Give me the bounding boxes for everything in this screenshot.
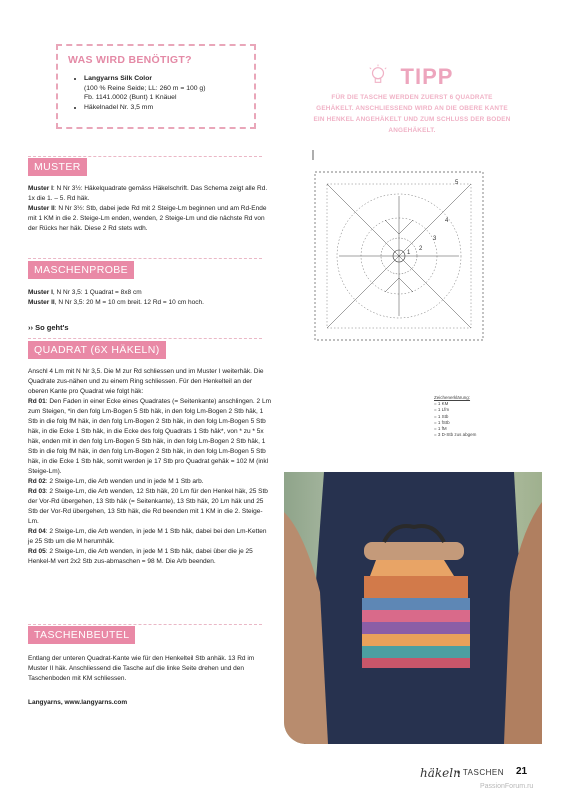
muster-2-text: : N Nr 3½: Stb, dabei jede Rd mit 2 Steige-Lm beginnen und am Rd-Ende mit 1 KM in die 2. Steige-Lm enden, wenden, 2 Steige-Lm und die nächste Rd von der Rücks her häk. Diese 2 Rd stets wdh. bbox=[28, 205, 267, 232]
lightbulb-icon bbox=[367, 64, 389, 86]
legend-item: = 1 fM bbox=[434, 426, 447, 432]
material-detail: Häkelnadel Nr. 3,5 mm bbox=[84, 103, 154, 111]
material-item bbox=[84, 74, 244, 103]
quadrat-text bbox=[28, 367, 272, 567]
magazine-logo: häkeln bbox=[420, 766, 461, 780]
divider bbox=[28, 338, 262, 340]
chart-round-number: 1 bbox=[407, 250, 411, 256]
material-detail: Fb. 1141.0002 (Bunt) 1 Knäuel bbox=[84, 94, 177, 101]
divider bbox=[28, 258, 262, 260]
round-text: : Den Faden in einer Ecke eines Quadrates (= Seitenkante) anschlingen. 2 Lm zum Steigen, *in den folg Lm-Bogen 5 Stb häk, in den folg Lm-Bogen 2 Stb häk, 1 Stb in die folg fM häk, in den folg Lm-Bogen 2 Stb häk, in den folg Lm-Bogen 5 Stb häk, in die Ecke 1 Stb häk, in die Ecke des folg Quadrats 1 Stb häk*, von * zu * 5x häk, enden mit in den folg Lm-Bogen 5 Stb häk, in den folg Lm-Bogen 2 Stb häk, 1 Stb in die folg fM häk, in den folg Lm-Bogen 2 Stb häk, in den folg Lm-Bogen 5 Stb häk, in die Ecke 1 Stb häk, somit werden je 17 Stb pro Quadrat gehäk = 102 M (inkl Steige-Lm). bbox=[28, 398, 271, 475]
chart-stitches bbox=[327, 184, 471, 328]
material-item bbox=[84, 103, 244, 113]
maschenprobe-2-text: , N Nr 3,5: 20 M = 10 cm breit. 12 Rd = 10 cm hoch. bbox=[54, 299, 204, 306]
round-text: : 2 Steige-Lm, die Arb wenden, 12 Stb häk, 20 Lm für den Henkel häk, 25 Stb der Vor-Rd übergehen, 13 Stb häk (= Seitenkante), 13 Stb häk, 20 Lm häk und 25 Stb der Vor-Rd übergehen, 13 Stb häk, die Rd beenden mit 1 KM in die 2. Steige-Lm. bbox=[28, 488, 268, 525]
chart-round-number: 4 bbox=[445, 218, 449, 224]
round-text: : 2 Steige-Lm, die Arb wenden, in jede M 1 Stb häk, dabei bei den Lm-Ketten je 25 Stb um die M herumhäk. bbox=[28, 528, 267, 545]
materials-list bbox=[68, 74, 244, 112]
maschenprobe-1-text: , N Nr 3,5: 1 Quadrat = 8x8 cm bbox=[52, 289, 142, 296]
bag-photo bbox=[284, 472, 542, 744]
muster-2-label: Muster II bbox=[28, 205, 55, 212]
muster-text bbox=[28, 184, 272, 234]
tip-title: TIPP bbox=[400, 64, 454, 89]
materials-title: WAS WIRD BENÖTIGT? bbox=[68, 54, 192, 66]
round-label: Rd 03 bbox=[28, 488, 46, 495]
taschenbeutel-text: Entlang der unteren Quadrat-Kante wie für den Henkelteil Stb anhäk. 13 Rd im Muster II häk. Anschliessend die Tasche auf die linke Seite drehen und den Taschenboden mit KM schliessen. bbox=[28, 655, 255, 682]
material-detail: (100 % Reine Seide; LL: 260 m = 100 g) bbox=[84, 84, 206, 92]
round-text: : 2 Steige-Lm, die Arb wenden, in jede M 1 Stb häk, dabei über die je 25 Henkel-M vert 2x2 Stb zus-abmaschen = 98 M. Die Arb beenden. bbox=[28, 548, 253, 565]
chart-legend bbox=[434, 395, 476, 438]
legend-item: = 1 Stb bbox=[434, 413, 449, 419]
section-heading-taschenbeutel: TASCHENBEUTEL bbox=[28, 626, 135, 644]
round-label: Rd 01 bbox=[28, 398, 46, 405]
section-heading-quadrat: QUADRAT (6X HÄKELN) bbox=[28, 341, 166, 359]
materials-box bbox=[56, 44, 256, 129]
material-name: Langyarns Silk Color bbox=[84, 75, 152, 82]
quadrat-intro: Anschl 4 Lm mit N Nr 3,5. Die M zur Rd schliessen und im Muster I weiterhäk. Die Quadrate zus-nähen und zu einem Ring schliessen. Für den Henkelteil an der oberen Kante pro Quadrat wie folgt häk: bbox=[28, 368, 264, 395]
section-heading-muster: MUSTER bbox=[28, 158, 87, 176]
section-label: • TASCHEN bbox=[457, 768, 505, 777]
legend-item: = 1 Lfm bbox=[434, 407, 450, 413]
tip-text: FÜR DIE TASCHE WERDEN ZUERST 6 QUADRATE GEHÄKELT. ANSCHLIESSEND WIRD AN DIE OBERE KANTE EIN HENKEL ANGEHÄKELT UND ZUM SCHLUSS DER BODEN ANGEHÄKELT. bbox=[313, 94, 511, 134]
section-heading-maschenprobe: MASCHENPROBE bbox=[28, 261, 134, 279]
tip-block bbox=[312, 64, 512, 136]
credit: Langyarns, www.langyarns.com bbox=[28, 699, 128, 706]
legend-item: = 1 KM bbox=[434, 401, 449, 407]
page-number: 21 bbox=[516, 766, 528, 777]
crochet-chart bbox=[305, 150, 495, 390]
maschenprobe-1-label: Muster I bbox=[28, 289, 53, 296]
legend-title: Zeichenerklärung: bbox=[434, 395, 471, 400]
maschenprobe-2-label: Muster II bbox=[28, 299, 55, 306]
maschenprobe-text bbox=[28, 288, 272, 308]
instructions-marker: ›› So geht's bbox=[28, 323, 69, 332]
chart-round-number: 2 bbox=[419, 246, 423, 252]
legend-item: = 1 fStb bbox=[434, 419, 450, 425]
chart-round-number: 3 bbox=[433, 236, 437, 242]
round-label: Rd 04 bbox=[28, 528, 46, 535]
muster-1-label: Muster I bbox=[28, 185, 53, 192]
legend-item: = 3 D-Stb zus abgem bbox=[434, 432, 477, 438]
round-label: Rd 02 bbox=[28, 478, 46, 485]
watermark: PassionForum.ru bbox=[480, 783, 534, 790]
chart-round-number: 5 bbox=[455, 180, 459, 186]
round-label: Rd 05 bbox=[28, 548, 46, 555]
round-text: : 2 Steige-Lm, die Arb wenden und in jede M 1 Stb arb. bbox=[45, 478, 204, 485]
muster-1-text: : N Nr 3½: Häkelquadrate gemäss Häkelschrift. Das Schema zeigt alle Rd. 1x die 1. – 5. Rd häk. bbox=[28, 185, 268, 202]
